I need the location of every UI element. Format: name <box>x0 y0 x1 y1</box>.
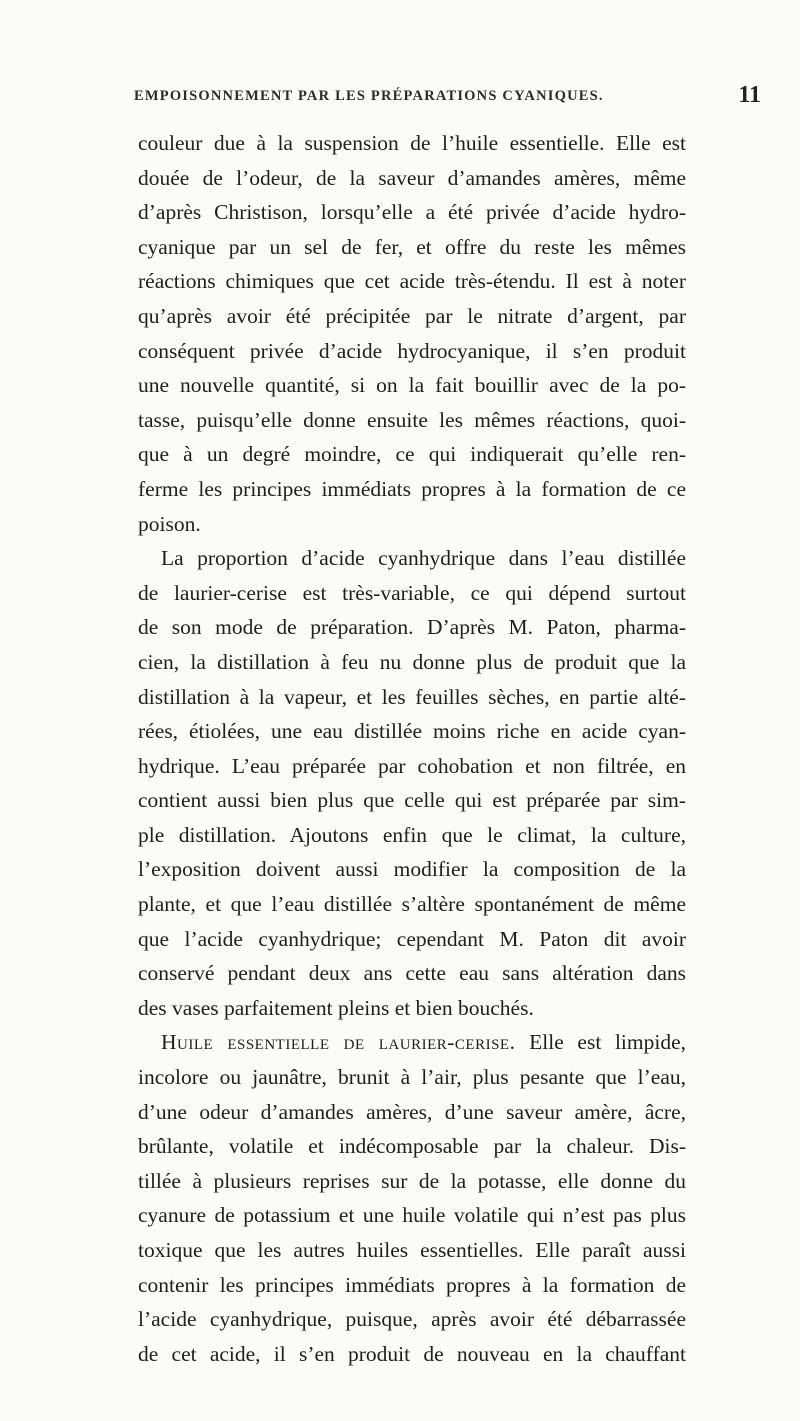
section-heading-text: Elle est limpide, <box>529 1030 687 1055</box>
text-line: qu’après avoir été précipitée par le nitrate d’argent, par <box>138 303 686 328</box>
text-line: contenir les principes immédiats propres à la formation de <box>138 1272 686 1297</box>
text-line: cyanique par un sel de fer, et offre du reste les mêmes <box>138 234 686 259</box>
text-line: tasse, puisqu’elle donne ensuite les mêmes réactions, quoi- <box>138 407 686 432</box>
text-line: de cet acide, il s’en produit de nouveau en la chauffant <box>138 1341 686 1366</box>
text-line: rées, étiolées, une eau distillée moins riche en acide cyan- <box>138 719 686 744</box>
page-number: 11 <box>738 82 761 108</box>
text-line: brûlante, volatile et indécomposable par la chaleur. Dis- <box>138 1134 686 1159</box>
text-line: conséquent privée d’acide hydrocyanique, il s’en produit <box>138 338 686 363</box>
running-title: EMPOISONNEMENT PAR LES PRÉPARATIONS CYANIQUES. <box>134 88 604 104</box>
text-line: ple distillation. Ajoutons enfin que le climat, la culture, <box>138 822 686 847</box>
text-line: distillation à la vapeur, et les feuilles sèches, en partie alté- <box>138 684 686 709</box>
text-line: cien, la distillation à feu nu donne plus de produit que la <box>138 649 686 674</box>
text-line: de son mode de préparation. D’après M. Paton, pharma- <box>138 615 686 640</box>
text-line: incolore ou jaunâtre, brunit à l’air, plus pesante que l’eau, <box>138 1065 686 1090</box>
text-line: contient aussi bien plus que celle qui est préparée par sim- <box>138 788 686 813</box>
text-line: poison. <box>138 511 201 536</box>
section-heading-line <box>138 1025 686 1060</box>
text-line: hydrique. L’eau préparée par cohobation et non filtrée, en <box>138 753 686 778</box>
text-line: ferme les principes immédiats propres à la formation de ce <box>138 476 686 501</box>
text-line: d’après Christison, lorsqu’elle a été privée d’acide hydro- <box>138 200 686 225</box>
text-line: que à un degré moindre, ce qui indiquerait qu’elle ren- <box>138 442 686 467</box>
running-head <box>122 82 767 122</box>
paragraph-start-line: La proportion d’acide cyanhydrique dans l’eau distillée <box>161 546 686 571</box>
text-line: une nouvelle quantité, si on la fait bouillir avec de la po- <box>138 373 686 398</box>
text-line: que l’acide cyanhydrique; cependant M. Paton dit avoir <box>138 926 686 951</box>
text-line: l’exposition doivent aussi modifier la composition de la <box>138 857 686 882</box>
text-line: toxique que les autres huiles essentielles. Elle paraît aussi <box>138 1238 686 1262</box>
text-line: plante, et que l’eau distillée s’altère spontanément de même <box>138 892 686 917</box>
text-line: tillée à plusieurs reprises sur de la potasse, elle donne du <box>138 1168 686 1193</box>
text-line: cyanure de potassium et une huile volatile qui n’est pas plus <box>138 1203 686 1228</box>
text-line: douée de l’odeur, de la saveur d’amandes amères, même <box>138 165 686 190</box>
text-line: conservé pendant deux ans cette eau sans altération dans <box>138 961 686 986</box>
text-line: l’acide cyanhydrique, puisque, après avoir été débarrassée <box>138 1307 686 1332</box>
section-heading: Huile essentielle de laurier-cerise. <box>161 1030 516 1055</box>
text-line: de laurier-cerise est très-variable, ce qui dépend surtout <box>138 580 686 605</box>
body-text <box>138 126 686 1371</box>
text-line: réactions chimiques que cet acide très-étendu. Il est à noter <box>138 269 686 294</box>
text-line: couleur due à la suspension de l’huile essentielle. Elle est <box>138 131 686 155</box>
text-line: d’une odeur d’amandes amères, d’une saveur amère, âcre, <box>138 1099 686 1124</box>
text-line: des vases parfaitement pleins et bien bouchés. <box>138 995 534 1020</box>
